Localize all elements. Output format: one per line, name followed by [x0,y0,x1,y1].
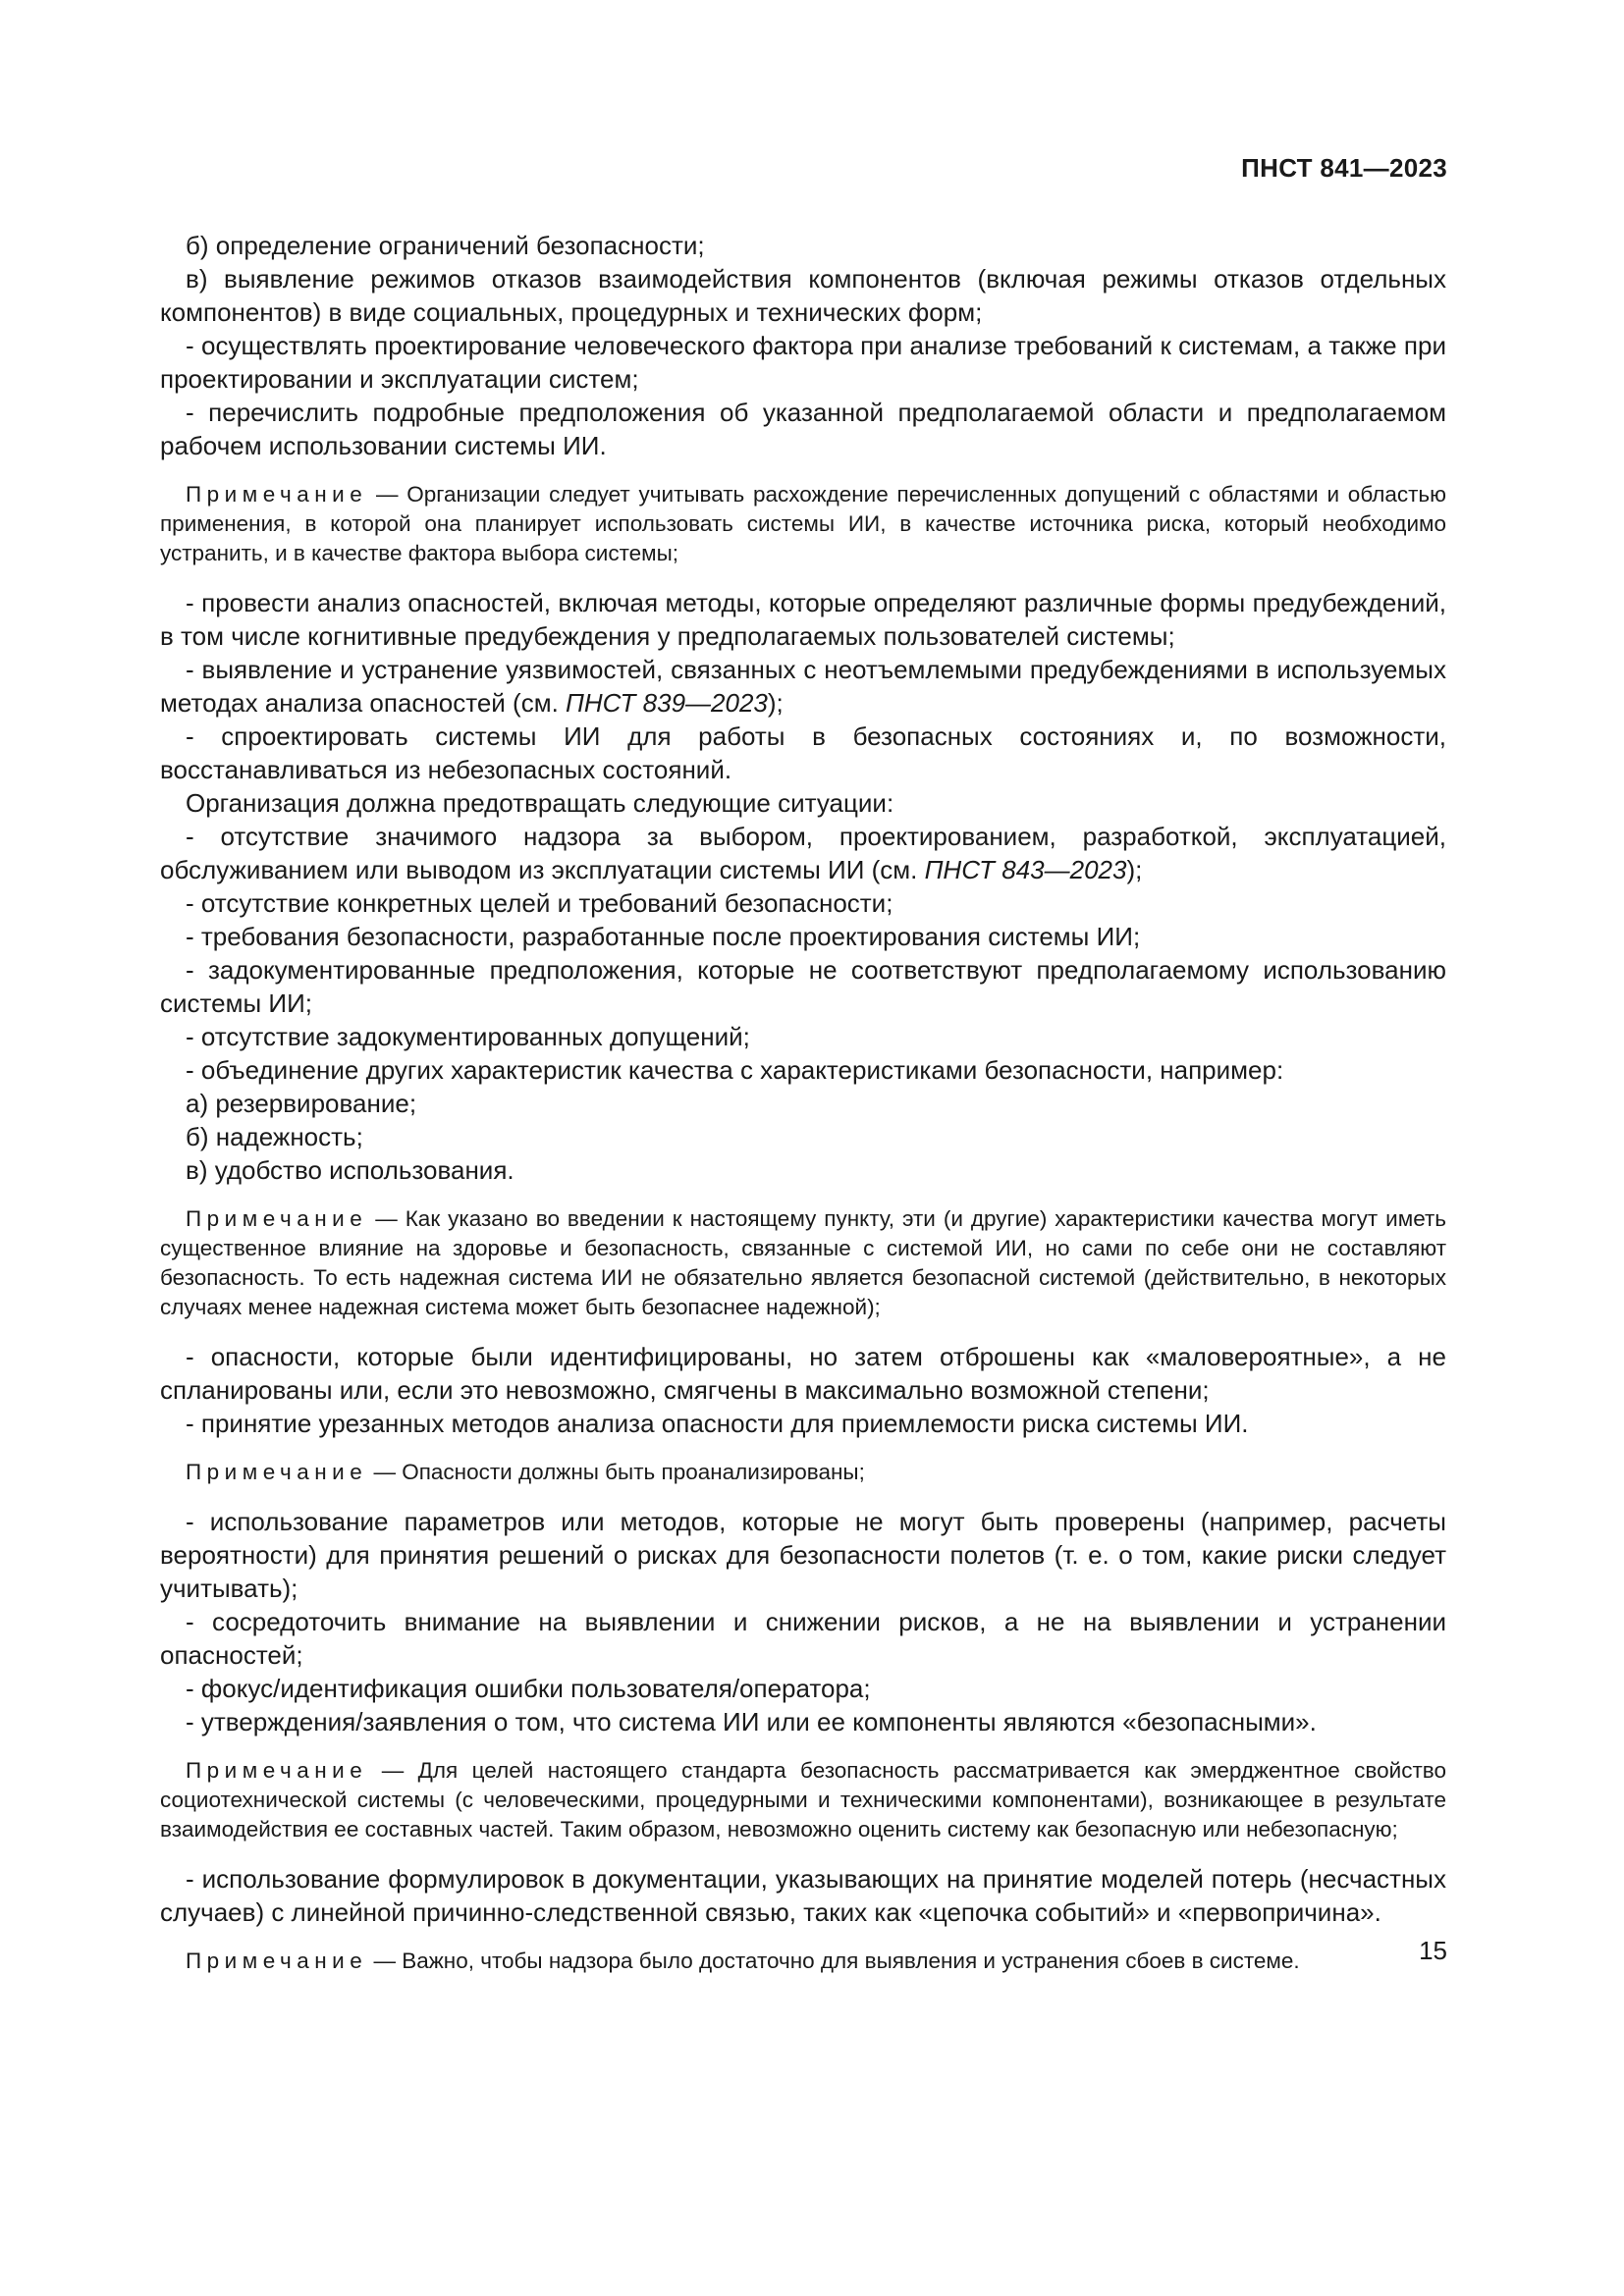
paragraph: - перечислить подробные предположения об указанной предполагаемой области и предполагаемом рабочем использовании системы ИИ. [160,398,1446,460]
paragraph: - использование формулировок в документации, указывающих на принятие моделей потерь (несчастных случаев) с линейной причинно-следственной связью, таких как «цепочка событий» и «первопричина». [160,1864,1446,1927]
standard-reference: ПНСТ 843—2023 [924,855,1127,884]
paragraph: - провести анализ опасностей, включая методы, которые определяют различные формы предубеждений, в том числе когнитивные предубеждения у предполагаемых пользователей системы; [160,588,1446,651]
standard-reference: ПНСТ 839—2023 [566,688,768,718]
note [160,1458,1446,1487]
note-text: — Организации следует учитывать расхождение перечисленных допущений с областями и областью применения, в которой она планирует использовать системы ИИ, в качестве источника риска, который необходимо устранить, и в качестве фактора выбора системы; [160,482,1446,565]
paragraph: - объединение других характеристик качества с характеристиками безопасности, например: [186,1055,1284,1085]
paragraph: - задокументированные предположения, которые не соответствуют предполагаемому использованию системы ИИ; [160,955,1446,1018]
paragraph: - опасности, которые были идентифицированы, но затем отброшены как «маловероятные», а не спланированы или, если это невозможно, смягчены в максимально возможной степени; [160,1342,1446,1405]
paragraph: - требования безопасности, разработанные после проектирования системы ИИ; [186,922,1141,951]
paragraph-text: - выявление и устранение уязвимостей, связанных с неотъемлемыми предубеждениями в используемых методах анализа опасностей (см. [160,655,1446,718]
paragraph: - фокус/идентификация ошибки пользователя/оператора; [186,1674,871,1703]
note [160,1947,1446,1976]
paragraph: в) удобство использования. [186,1155,514,1185]
paragraph: - принятие урезанных методов анализа опасности для приемлемости риска системы ИИ. [186,1409,1249,1438]
paragraph: - спроектировать системы ИИ для работы в безопасных состояниях и, по возможности, восстанавливаться из небезопасных состояний. [160,721,1446,784]
paragraph: в) выявление режимов отказов взаимодействия компонентов (включая режимы отказов отдельных компонентов) в виде социальных, процедурных и технических форм; [160,264,1446,327]
paragraph: - использование параметров или методов, которые не могут быть проверены (например, расчеты вероятности) для принятия решений о рисках для безопасности полетов (т. е. о том, какие риски следует учитывать); [160,1507,1446,1603]
paragraph: - осуществлять проектирование человеческого фактора при анализе требований к системам, а также при проектировании и эксплуатации систем; [160,331,1446,394]
paragraph: а) резервирование; [186,1089,417,1118]
note-label: Примечание [186,1206,368,1231]
note [160,1204,1446,1322]
paragraph: б) надежность; [186,1122,363,1151]
paragraph: - отсутствие конкретных целей и требований безопасности; [186,888,893,918]
note [160,1756,1446,1844]
paragraph: Организация должна предотвращать следующие ситуации: [186,788,894,818]
document-body [160,229,1446,1994]
note-text: — Опасности должны быть проанализированы; [367,1460,865,1484]
paragraph: - сосредоточить внимание на выявлении и снижении рисков, а не на выявлении и устранении опасностей; [160,1607,1446,1670]
paragraph: - утверждения/заявления о том, что система ИИ или ее компоненты являются «безопасными». [186,1707,1317,1736]
paragraph-text: ); [1126,855,1143,884]
note-label: Примечание [186,482,368,507]
paragraph-text: - отсутствие значимого надзора за выбором, проектированием, разработкой, эксплуатацией, обслуживанием или выводом из эксплуатации системы ИИ (см. [160,822,1446,884]
note-text: — Как указано во введении к настоящему пункту, эти (и другие) характеристики качества могут иметь существенное влияние на здоровье и безопасность, связанные с системой ИИ, но сами по себе они не составляют безопасность. То есть надежная система ИИ не обязательно является безопасной системой (действительно, в некоторых случаях менее надежная система может быть безопаснее надежной); [160,1206,1446,1319]
page-number: 15 [1419,1936,1447,1965]
document-id-header: ПНСТ 841—2023 [1241,153,1447,183]
note-text: — Для целей настоящего стандарта безопасность рассматривается как эмерджентное свойство социотехнической системы (с человеческими, процедурными и техническими компонентами), возникающее в результате взаимодействия ее составных частей. Таким образом, невозможно оценить систему как безопасную или небезопасную; [160,1758,1446,1842]
paragraph: б) определение ограничений безопасности; [186,231,705,260]
note-label: Примечание [186,1460,368,1484]
note-label: Примечание [186,1758,368,1783]
paragraph [160,820,1446,886]
note-text: — Важно, чтобы надзора было достаточно для выявления и устранения сбоев в системе. [367,1949,1300,1973]
paragraph-text: ); [767,688,784,718]
note [160,480,1446,568]
note-label: Примечание [186,1949,368,1973]
paragraph: - отсутствие задокументированных допущений; [186,1022,750,1051]
paragraph [160,653,1446,720]
